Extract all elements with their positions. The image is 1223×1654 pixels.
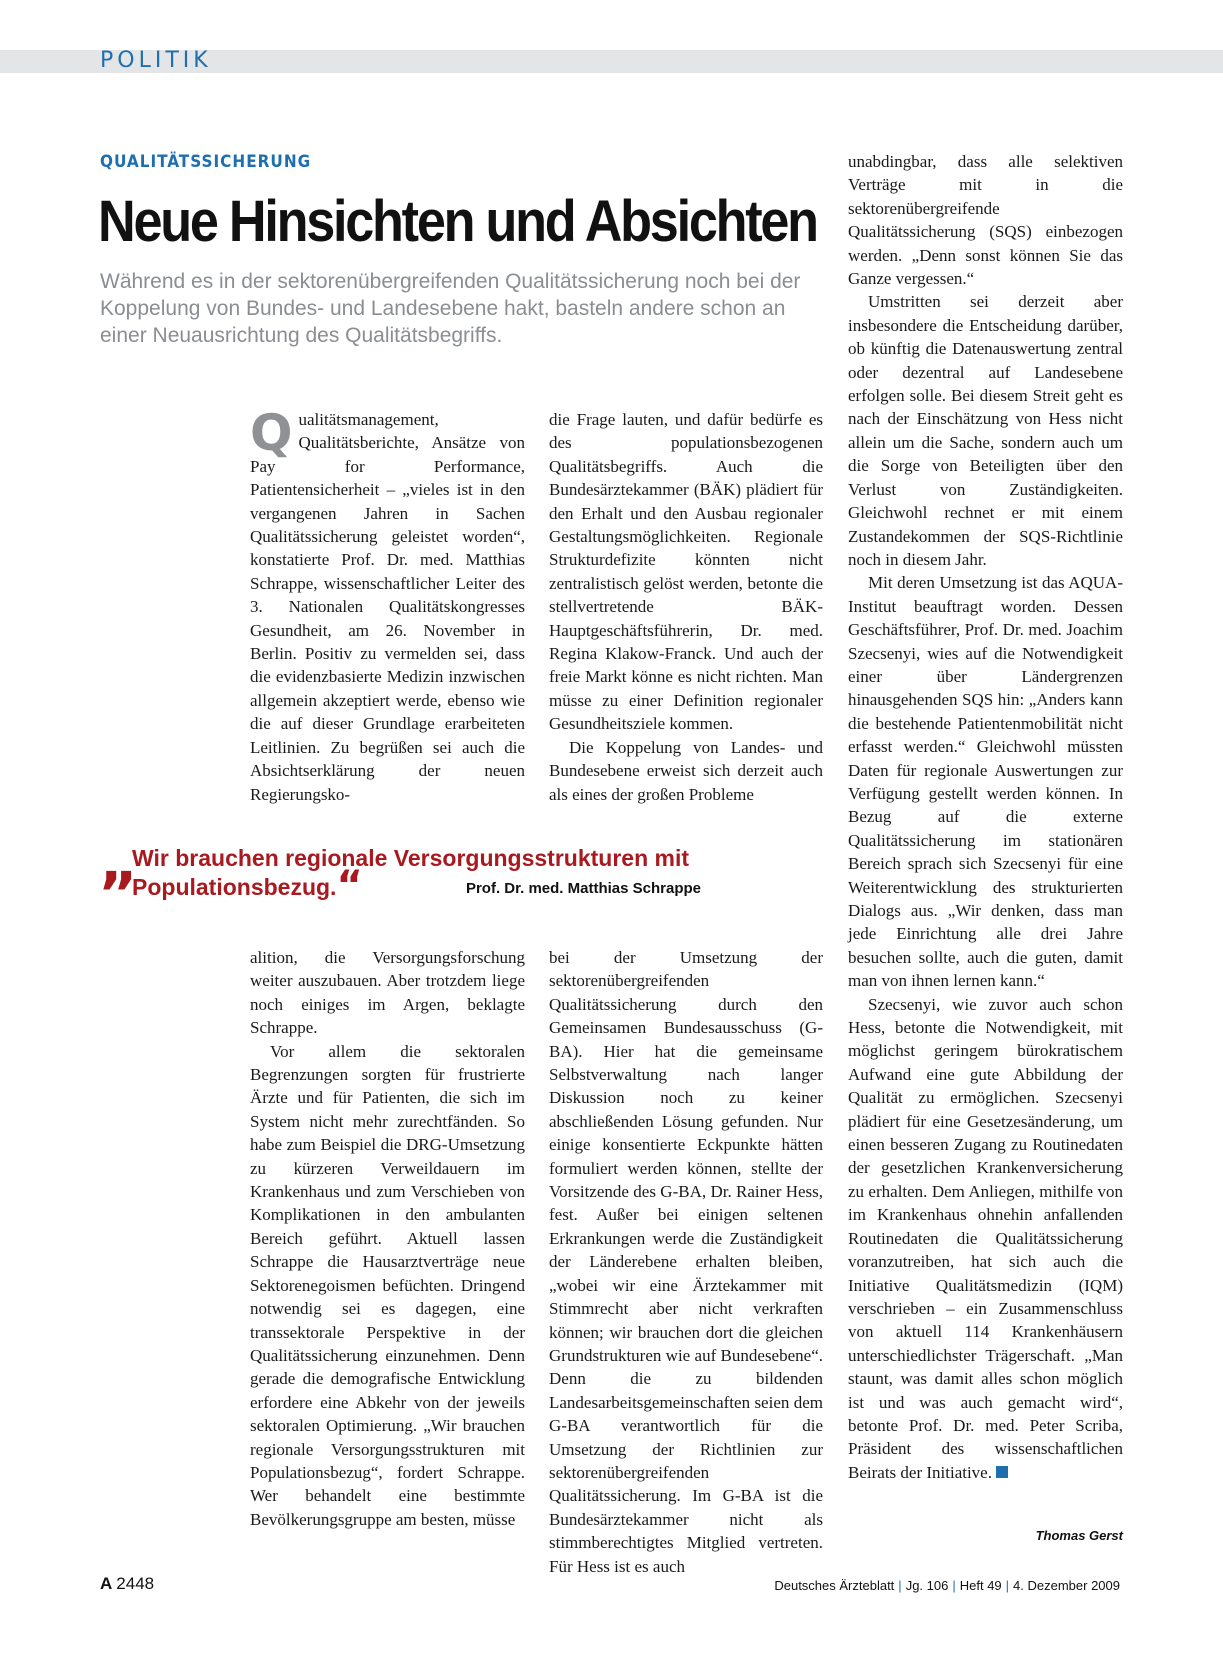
body-paragraph: Umstritten sei derzeit aber insbesondere die Entscheidung darüber, ob künftig die Datenauswertung zentral oder dezentral auf Landesebene erfolgen solle. Bei diesem Streit geht es nach der Einschätzung von Hess nicht allein um die Sache, sondern auch um die Sorge von Beteiligten über den Verlust von Zuständigkeiten. Gleichwohl rechnet er mit einem Zustandekommen der SQS-Richtlinie noch in diesem Jahr. (848, 292, 1123, 569)
body-column-2-bottom (549, 946, 823, 1578)
pullquote-text: Wir brauchen regionale Versorgungsstrukturen mit Populationsbezug. (132, 845, 690, 900)
pullquote-open-mark: „ (99, 827, 139, 897)
page-number-value: 2448 (116, 1574, 155, 1593)
footer-journal-info (774, 1578, 1120, 1593)
article-kicker: QUALITÄTSSICHERUNG (100, 152, 312, 172)
journal-date: 4. Dezember 2009 (1013, 1578, 1120, 1593)
body-paragraph: die Frage lauten, und dafür bedürfe es des populationsbezogenen Qualitätsbegriffs. Auch die Bundesärztekammer (BÄK) plädiert für den Erhalt und den Ausbau regionaler Gestaltungsmöglichkeiten. Regionale Strukturdefizite könnten nicht zentralistisch gelöst werden, betonte die stellvertretende BÄK-Hauptgeschäftsführerin, Dr. med. Regina Klakow-Franck. Und auch der freie Markt könne es nicht richten. Man müsse zu einer Definition regionaler Gesundheitsziele kommen. (549, 410, 823, 734)
body-text: ualitätsmanagement, Qualitätsberichte, Ansätze von Pay for Performance, Patientensicherheit – „vieles ist in den vergangenen Jahren in Sachen Qualitätssicherung geleistet worden“, konstatierte Prof. Dr. med. Matthias Schrappe, wissenschaftlicher Leiter des 3. Nationalen Qualitätskongresses Gesundheit, am 26. November in Berlin. Positiv zu vermelden sei, dass die evidenzbasierte Medizin inzwischen allgemein akzeptiert werde, ebenso wie die auf dieser Grundlage erarbeiteten Leitlinien. Zu begrüßen sei auch die Absichtserklärung der neuen Regierungsko- (250, 410, 525, 804)
body-paragraph: Mit deren Umsetzung ist das AQUA-Institut beauftragt worden. Dessen Geschäftsführer, Prof. Dr. med. Joachim Szecsenyi, wies auf die Notwendigkeit einer über Ländergrenzen hinausgehenden SQS hin: „Anders kann die bestehende Patientenmobilität nicht erfasst werden.“ Gleichwohl müssten Daten für regionale Auswertungen zur Verfügung gestellt werden können. In Bezug auf die externe Qualitätssicherung im stationären Bereich sprach sich Szecsenyi für eine Weiterentwicklung des strukturierten Dialogs aus. „Wir denken, dass man jede Einrichtung alle drei Jahre besuchen sollte, auch die guten, damit man von ihnen lernen kann.“ (848, 573, 1123, 991)
page-prefix: A (100, 1574, 113, 1593)
journal-name: Deutsches Ärzteblatt (774, 1578, 895, 1593)
body-column-3 (848, 150, 1123, 1484)
pullquote-close-mark: “ (336, 863, 363, 909)
body-paragraph: alition, die Versorgungsforschung weiter auszubauen. Aber trotzdem liege noch einiges im Argen, beklagte Schrappe. (250, 948, 525, 1038)
section-label: POLITIK (100, 48, 212, 73)
body-paragraph: Szecsenyi, wie zuvor auch schon Hess, betonte die Notwendigkeit, mit möglichst geringem bürokratischem Aufwand eine gute Abbildung der Qualität zu ermöglichen. Szecsenyi plädiert für eine Gesetzesänderung, um einen besseren Zugang zu Routinedaten der gesetzlichen Krankenversicherung zu erhalten. Dem Anliegen, mithilfe von im Krankenhaus ohnehin anfallenden Routinedaten die Qualitätssicherung voranzutreiben, hat sich auch die Initiative Qualitätsmedizin (IQM) verschrieben – ein Zusammenschluss von aktuell 114 Krankenhäusern unterschiedlichster Trägerschaft. „Man staunt, was damit alles schon möglich ist und was auch gemacht wird“, betonte Prof. Dr. med. Peter Scriba, Präsident des wissenschaftlichen Beirats der Initiative. (848, 994, 1123, 1482)
body-column-2-top (549, 408, 823, 806)
page-number (100, 1574, 154, 1594)
body-column-1-bottom (250, 946, 525, 1531)
drop-cap: Q (250, 404, 293, 462)
footer-separator: | (898, 1578, 902, 1593)
footer-separator: | (952, 1578, 956, 1593)
article-title: Neue Hinsichten und Absichten (98, 189, 817, 254)
body-paragraph: Vor allem die sektoralen Begrenzungen sorgten für frustrierte Ärzte und für Patienten, die sich im System nicht mehr zurechtfänden. So habe zum Beispiel die DRG-Umsetzung zu kürzeren Verweildauern im Krankenhaus und zum Verschieben von Komplikationen in den ambulanten Bereich geführt. Aktuell lassen Schrappe die Hausarztverträge neue Sektorenegoismen befüchten. Dringend notwendig sei es dagegen, eine transsektorale Perspektive in der Qualitätssicherung einzunehmen. Denn gerade die demografische Entwicklung erfordere eine Abkehr von der jeweils sektoralen Optimierung. „Wir brauchen regionale Versorgungsstrukturen mit Populationsbezug“, fordert Schrappe. Wer behandelt eine bestimmte Bevölkerungsgruppe am besten, müsse (250, 1041, 525, 1529)
body-paragraph: Die Koppelung von Landes- und Bundesebene erweist sich derzeit auch als eines der großen Probleme (549, 737, 823, 804)
article-lead: Während es in der sektorenübergreifenden Qualitätssicherung noch bei der Koppelung von Bundes- und Landesebene hakt, basteln andere schon an einer Neuausrichtung des Qualitätsbegriffs. (100, 270, 801, 347)
body-column-1-top (250, 404, 525, 806)
end-mark-icon (996, 1466, 1008, 1478)
journal-volume: Jg. 106 (905, 1578, 949, 1593)
body-paragraph: bei der Umsetzung der sektorenübergreifenden Qualitätssicherung durch den Gemeinsamen Bundesausschuss (G-BA). Hier hat die gemeinsame Selbstverwaltung nach langer Diskussion noch zu keiner abschließenden Lösung gefunden. Nur einige konsentierte Eckpunkte hätten formuliert werden können, stellte der Vorsitzende des G-BA, Dr. Rainer Hess, fest. Außer bei einigen seltenen Erkrankungen werde die Zuständigkeit der Länderebene erhalten bleiben, „wobei wir eine Ärztekammer mit Stimmrecht aber nicht verkraften können; wir brauchen dort die gleichen Grundstrukturen wie auf Bundesebene“. Denn die zu bildenden Landesarbeitsgemeinschaften seien dem G-BA verantwortlich für die Umsetzung der Richtlinien zur sektorenübergreifenden Qualitätssicherung. Im G-BA ist die Bundesärztekammer nicht als stimmberechtigtes Mitglied vertreten. Für Hess ist es auch (549, 948, 823, 1576)
article-author: Thomas Gerst (1035, 1528, 1123, 1543)
pullquote-attribution: Prof. Dr. med. Matthias Schrappe (465, 880, 701, 897)
footer-separator: | (1005, 1578, 1010, 1593)
body-paragraph: unabdingbar, dass alle selektiven Verträge mit in die sektorenübergreifende Qualitätssicherung (SQS) einbezogen werden. „Denn sonst können Sie das Ganze vergessen.“ (848, 152, 1123, 289)
journal-issue: Heft 49 (959, 1578, 1002, 1593)
